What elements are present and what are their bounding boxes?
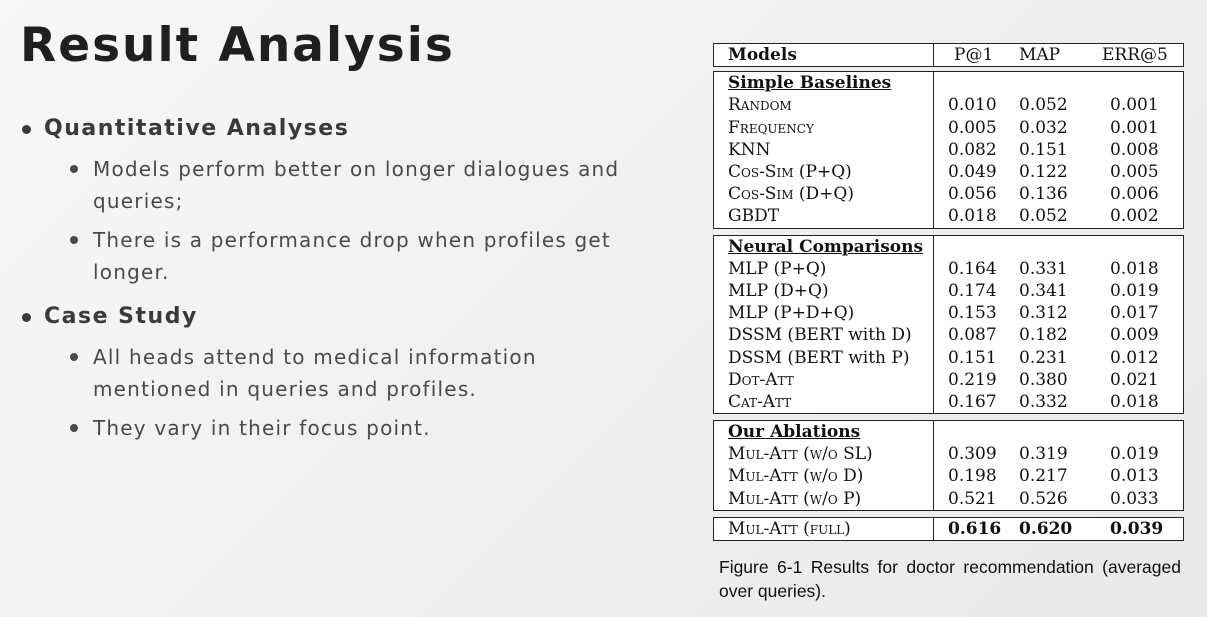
cell-map: 0.217 bbox=[1019, 466, 1068, 487]
model-name: Cat-Att bbox=[728, 391, 792, 412]
cell-err5: 0.005 bbox=[1110, 162, 1159, 183]
cell-err5: 0.013 bbox=[1110, 466, 1159, 487]
cell-map: 0.231 bbox=[1019, 347, 1068, 368]
cell-map: 0.331 bbox=[1019, 258, 1068, 279]
cell-p1: 0.010 bbox=[933, 94, 1005, 116]
model-name: Frequency bbox=[728, 117, 814, 138]
cell-map: 0.319 bbox=[1019, 444, 1068, 465]
model-name: DSSM (BERT with P) bbox=[728, 347, 910, 368]
cell-err5: 0.012 bbox=[1110, 347, 1159, 368]
cell-map: 0.312 bbox=[1019, 303, 1068, 324]
table-row bbox=[714, 139, 1183, 161]
model-name: Random bbox=[728, 95, 792, 116]
cell-p1: 0.164 bbox=[933, 258, 1005, 280]
model-name: MLP (P+Q) bbox=[728, 258, 827, 279]
table-section bbox=[713, 235, 1184, 415]
table-section bbox=[713, 420, 1184, 511]
section-title: Simple Baselines bbox=[728, 73, 892, 94]
section-title-row bbox=[714, 421, 1183, 443]
cell-p1: 0.219 bbox=[933, 369, 1005, 391]
model-name: Mul-Att (w/o P) bbox=[728, 488, 862, 509]
table-final-row-box bbox=[713, 517, 1184, 541]
table-row-final bbox=[714, 518, 1183, 540]
section-title: Our Ablations bbox=[728, 422, 861, 443]
cell-map: 0.332 bbox=[1019, 391, 1068, 412]
bullet-quantitative-heading: Quantitative Analyses bbox=[22, 112, 672, 146]
model-name: MLP (P+D+Q) bbox=[728, 303, 855, 324]
model-name: KNN bbox=[728, 139, 771, 160]
bullet-list bbox=[22, 112, 672, 444]
cell-map: 0.122 bbox=[1019, 162, 1068, 183]
cell-p1: 0.005 bbox=[933, 117, 1005, 139]
cell-p1: 0.153 bbox=[933, 302, 1005, 324]
cell-map: 0.052 bbox=[1019, 95, 1068, 116]
final-p1: 0.616 bbox=[933, 518, 1005, 540]
table-row bbox=[714, 391, 1183, 413]
col-header-err5: ERR@5 bbox=[1102, 45, 1168, 66]
model-name: GBDT bbox=[728, 206, 780, 227]
cell-map: 0.032 bbox=[1019, 117, 1068, 138]
cell-err5: 0.002 bbox=[1110, 206, 1159, 227]
cell-p1: 0.521 bbox=[933, 488, 1005, 510]
cell-p1: 0.056 bbox=[933, 183, 1005, 205]
table-row bbox=[714, 443, 1183, 465]
col-header-models: Models bbox=[728, 45, 797, 66]
cell-map: 0.151 bbox=[1019, 139, 1068, 160]
col-header-map: MAP bbox=[1019, 45, 1061, 66]
cell-map: 0.380 bbox=[1019, 369, 1068, 390]
cell-map: 0.182 bbox=[1019, 325, 1068, 346]
table-row bbox=[714, 488, 1183, 510]
cell-map: 0.341 bbox=[1019, 280, 1068, 301]
cell-err5: 0.017 bbox=[1110, 303, 1159, 324]
cell-err5: 0.019 bbox=[1110, 444, 1159, 465]
table-header bbox=[713, 43, 1184, 67]
model-name: Cos-Sim (D+Q) bbox=[728, 184, 854, 205]
cell-p1: 0.049 bbox=[933, 161, 1005, 183]
table-row bbox=[714, 183, 1183, 205]
cell-p1: 0.151 bbox=[933, 346, 1005, 368]
bullet-quantitative-item-1: Models perform better on longer dialogues and queries; bbox=[93, 153, 672, 217]
final-err5: 0.039 bbox=[1110, 518, 1164, 539]
cell-map: 0.052 bbox=[1019, 206, 1068, 227]
bullet-case-study-heading: Case Study bbox=[22, 300, 672, 334]
model-name: Cos-Sim (P+Q) bbox=[728, 162, 852, 183]
table-row bbox=[714, 161, 1183, 183]
cell-map: 0.526 bbox=[1019, 488, 1068, 509]
cell-p1: 0.309 bbox=[933, 443, 1005, 465]
section-title: Neural Comparisons bbox=[728, 236, 924, 257]
model-name: Mul-Att (w/o D) bbox=[728, 466, 864, 487]
model-name: DSSM (BERT with D) bbox=[728, 325, 912, 346]
table-row bbox=[714, 258, 1183, 280]
cell-err5: 0.009 bbox=[1110, 325, 1159, 346]
cell-p1: 0.167 bbox=[933, 391, 1005, 413]
cell-p1: 0.174 bbox=[933, 280, 1005, 302]
model-name: MLP (D+Q) bbox=[728, 280, 829, 301]
cell-p1: 0.087 bbox=[933, 324, 1005, 346]
model-name: Dot-Att bbox=[728, 369, 794, 390]
table-row bbox=[714, 94, 1183, 116]
final-model: Mul-Att (full) bbox=[728, 518, 851, 539]
cell-err5: 0.008 bbox=[1110, 139, 1159, 160]
cell-err5: 0.019 bbox=[1110, 280, 1159, 301]
section-title-row bbox=[714, 72, 1183, 94]
final-map: 0.620 bbox=[1019, 518, 1073, 539]
table-row bbox=[714, 302, 1183, 324]
cell-err5: 0.001 bbox=[1110, 95, 1159, 116]
table-header-row bbox=[714, 44, 1183, 66]
section-title-row bbox=[714, 236, 1183, 258]
table-section bbox=[713, 71, 1184, 228]
bullet-quantitative-item-2: There is a performance drop when profiles get longer. bbox=[93, 224, 672, 288]
col-header-p1: P@1 bbox=[933, 44, 1005, 66]
cell-p1: 0.082 bbox=[933, 139, 1005, 161]
table-row bbox=[714, 346, 1183, 368]
results-table bbox=[713, 43, 1184, 547]
table-row bbox=[714, 465, 1183, 487]
page-title: Result Analysis bbox=[20, 18, 455, 73]
cell-err5: 0.018 bbox=[1110, 258, 1159, 279]
bullet-case-study-item-1: All heads attend to medical information mentioned in queries and profiles. bbox=[93, 341, 672, 405]
cell-err5: 0.006 bbox=[1110, 184, 1159, 205]
cell-p1: 0.198 bbox=[933, 465, 1005, 487]
bullet-case-study-item-2: They vary in their focus point. bbox=[93, 412, 672, 444]
table-row bbox=[714, 117, 1183, 139]
table-row bbox=[714, 324, 1183, 346]
cell-map: 0.136 bbox=[1019, 184, 1068, 205]
table-row bbox=[714, 369, 1183, 391]
cell-err5: 0.018 bbox=[1110, 391, 1159, 412]
cell-err5: 0.021 bbox=[1110, 369, 1159, 390]
table-row bbox=[714, 205, 1183, 227]
table-row bbox=[714, 280, 1183, 302]
cell-err5: 0.001 bbox=[1110, 117, 1159, 138]
cell-err5: 0.033 bbox=[1110, 488, 1159, 509]
figure-caption: Figure 6-1 Results for doctor recommendation (averaged over queries). bbox=[719, 557, 1181, 601]
cell-p1: 0.018 bbox=[933, 205, 1005, 227]
model-name: Mul-Att (w/o SL) bbox=[728, 444, 873, 465]
